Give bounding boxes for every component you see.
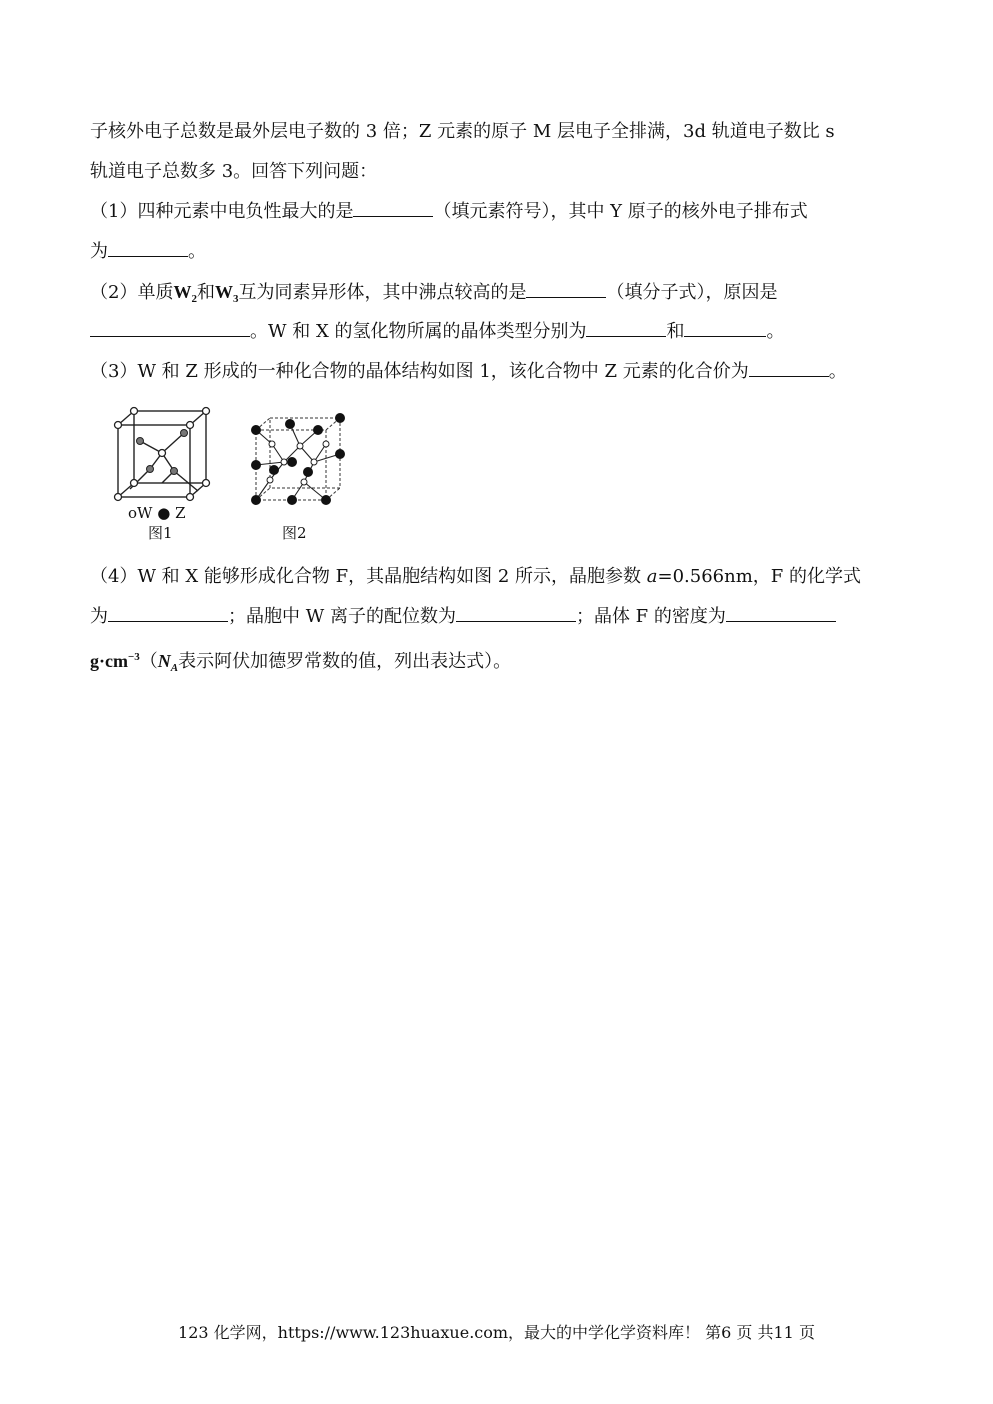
text-line-1: 子核外电子总数是最外层电子数的 3 倍；Z 元素的原子 M 层电子全排满，3d 轨道电子数比 s xyxy=(90,121,835,142)
figure-1-caption: 图1 xyxy=(148,524,173,542)
answer-blank[interactable] xyxy=(353,198,433,217)
answer-blank[interactable] xyxy=(526,279,606,298)
figure-1-crystal-structure xyxy=(110,405,215,505)
answer-blank[interactable] xyxy=(108,603,228,622)
page-footer: 123 化学网，https://www.123huaxue.com，最大的中学化学资料库！ 第6 页 共11 页 xyxy=(178,1323,815,1342)
figure-1-legend: oW ● Z xyxy=(128,504,186,522)
answer-blank[interactable] xyxy=(726,603,836,622)
avogadro-symbol: $N_A$ xyxy=(157,651,179,674)
answer-blank[interactable] xyxy=(684,318,766,337)
answer-blank[interactable] xyxy=(586,318,666,337)
figure-2-caption: 图2 xyxy=(282,524,307,542)
answer-blank[interactable] xyxy=(90,318,250,337)
question-1-line-2: 为 。 xyxy=(90,238,905,266)
question-3: （3）W 和 Z 形成的一种化合物的晶体结构如图 1，该化合物中 Z 元素的化合价为 。 xyxy=(90,358,905,386)
formula-w3: $W_3$ xyxy=(214,282,239,305)
answer-blank[interactable] xyxy=(456,603,576,622)
question-4-line-3: $g\cdot cm^{-3}(N_A$表示阿伏加德罗常数的值，列出表达式）。 xyxy=(90,651,512,674)
question-2-line-2: 。W 和 X 的氢化物所属的晶体类型分别为 和 。 xyxy=(90,318,905,346)
answer-blank[interactable] xyxy=(749,358,829,377)
question-2-line-1: （2）单质$W_2$和$W_3$互为同素异形体，其中沸点较高的是 （填分子式），原因是 xyxy=(90,278,905,313)
figure-2-crystal-structure xyxy=(248,410,346,505)
answer-blank[interactable] xyxy=(108,238,188,257)
question-1-line-1: （1）四种元素中电负性最大的是 （填元素符号），其中 Y 原子的核外电子排布式 xyxy=(90,198,905,226)
question-4-line-1: （4）W 和 X 能够形成化合物 F，其晶胞结构如图 2 所示，晶胞参数 a=0.566nm，F 的化学式 xyxy=(90,566,861,587)
density-unit: $g\cdot cm^{-3}$ xyxy=(90,651,140,671)
question-4-line-2: 为 ；晶胞中 W 离子的配位数为 ；晶体 F 的密度为 xyxy=(90,603,905,631)
text-line-2: 轨道电子总数多 3。回答下列问题： xyxy=(90,161,378,182)
formula-w2: $W_2$ xyxy=(173,282,197,305)
